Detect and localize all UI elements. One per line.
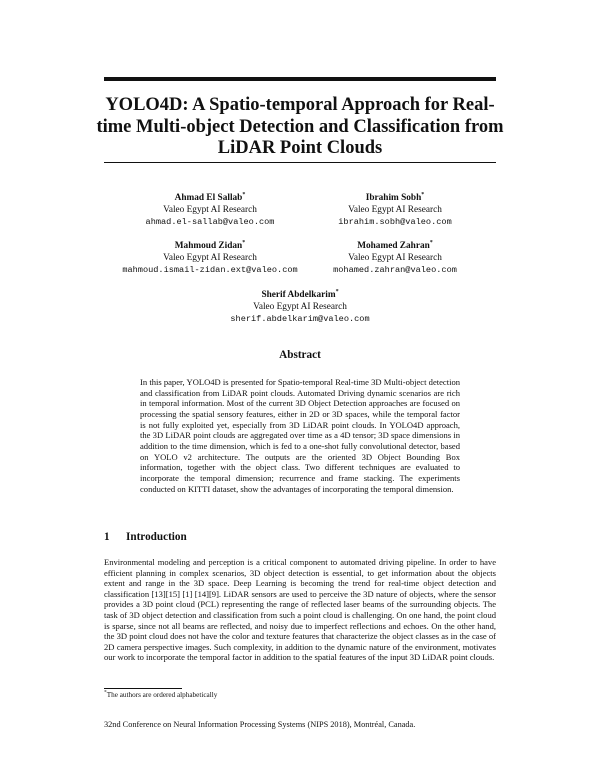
footnote-marker: * bbox=[104, 689, 107, 696]
author-affiliation: Valeo Egypt AI Research bbox=[163, 205, 257, 215]
title-top-rule bbox=[104, 77, 496, 81]
author-block bbox=[275, 192, 515, 228]
author-name: Ibrahim Sobh bbox=[365, 193, 422, 203]
footnote-rule bbox=[104, 688, 182, 689]
author-name: Mahmoud Zidan bbox=[174, 241, 243, 251]
footnote bbox=[104, 691, 217, 699]
author-block bbox=[275, 240, 515, 276]
author-name: Sherif Abdelkarim bbox=[261, 290, 336, 300]
footnote-text: The authors are ordered alphabetically bbox=[106, 691, 218, 699]
author-marker: * bbox=[242, 239, 246, 246]
author-marker: * bbox=[429, 239, 433, 246]
author-affiliation: Valeo Egypt AI Research bbox=[163, 253, 257, 263]
author-marker: * bbox=[242, 191, 246, 198]
author-block bbox=[180, 289, 420, 325]
abstract-text: In this paper, YOLO4D is presented for Spatio-temporal Real-time 3D Multi-object detection and classification from LiDAR point clouds. Automated Driving dynamic scenarios are rich in temporal information. Most of the current 3D Object Detection approaches are focused on processing the spatial sensory features, either in 2D or 3D spaces, while the temporal factor is not fully exploited yet, especially from 3D LiDAR point clouds. In YOLO4D approach, the 3D LiDAR point clouds are aggregated over time as a 4D tensor; 3D space dimensions in addition to the time dimension, which is fed to a one-shot fully convolutional detector, based on YOLO v2 architecture. The outputs are the oriented 3D Object Bounding Box information, together with the object class. Two different techniques are evaluated to incorporate the temporal dimension; recurrence and frame stacking. The experiments conducted on KITTI dataset, show the advantages of incorporating the temporal dimension. bbox=[140, 377, 460, 494]
author-marker: * bbox=[421, 191, 425, 198]
author-email[interactable]: sherif.abdelkarim@valeo.com bbox=[230, 314, 370, 324]
author-name: Mohamed Zahran bbox=[357, 241, 430, 251]
author-marker: * bbox=[335, 288, 339, 295]
author-email[interactable]: mohamed.zahran@valeo.com bbox=[333, 265, 457, 275]
author-email[interactable]: ibrahim.sobh@valeo.com bbox=[338, 217, 452, 227]
section-number: 1 bbox=[104, 531, 110, 543]
section-title: Introduction bbox=[126, 531, 187, 543]
section-heading bbox=[104, 531, 187, 543]
author-email[interactable]: ahmad.el-sallab@valeo.com bbox=[145, 217, 275, 227]
abstract-heading: Abstract bbox=[279, 349, 321, 361]
author-name: Ahmad El Sallab bbox=[174, 193, 243, 203]
title-bottom-rule bbox=[104, 162, 496, 163]
author-email[interactable]: mahmoud.ismail-zidan.ext@valeo.com bbox=[122, 265, 298, 275]
author-affiliation: Valeo Egypt AI Research bbox=[348, 253, 442, 263]
introduction-text: Environmental modeling and perception is a critical component to automated driving pipeline. In order to have efficient planning in complex scenarios, 3D object detection is essential, to get information about the objects extent and range in the 3D space. Deep Learning is becoming the trend for real-time object detection and classification [13][15] [1] [14][9]. LiDAR sensors are used to perceive the 3D nature of objects, where the sensor provides a 3D point cloud (PCL) representing the range of reflected laser beams of the surrounding objects. The task of 3D object detection and classification from such a point cloud is challenging. On one hand, the point cloud is sparse, since not all beams are reflected, and noisy due to imperfect reflections and echoes. On the other hand, the 3D point cloud does not have the color and texture features that characterize the object classes as in the case of 2D camera perspective images. Such complexity, in addition to the dynamic nature of the environment, motivates our work to incorporate the temporal factor in addition to the spatial features of the input 3D LiDAR point clouds. bbox=[104, 557, 496, 663]
conference-notice: 32nd Conference on Neural Information Processing Systems (NIPS 2018), Montréal, Canada. bbox=[104, 720, 416, 729]
author-affiliation: Valeo Egypt AI Research bbox=[253, 302, 347, 312]
paper-title: YOLO4D: A Spatio-temporal Approach for Real-time Multi-object Detection and Classification from LiDAR Point Clouds bbox=[96, 95, 504, 158]
author-affiliation: Valeo Egypt AI Research bbox=[348, 205, 442, 215]
